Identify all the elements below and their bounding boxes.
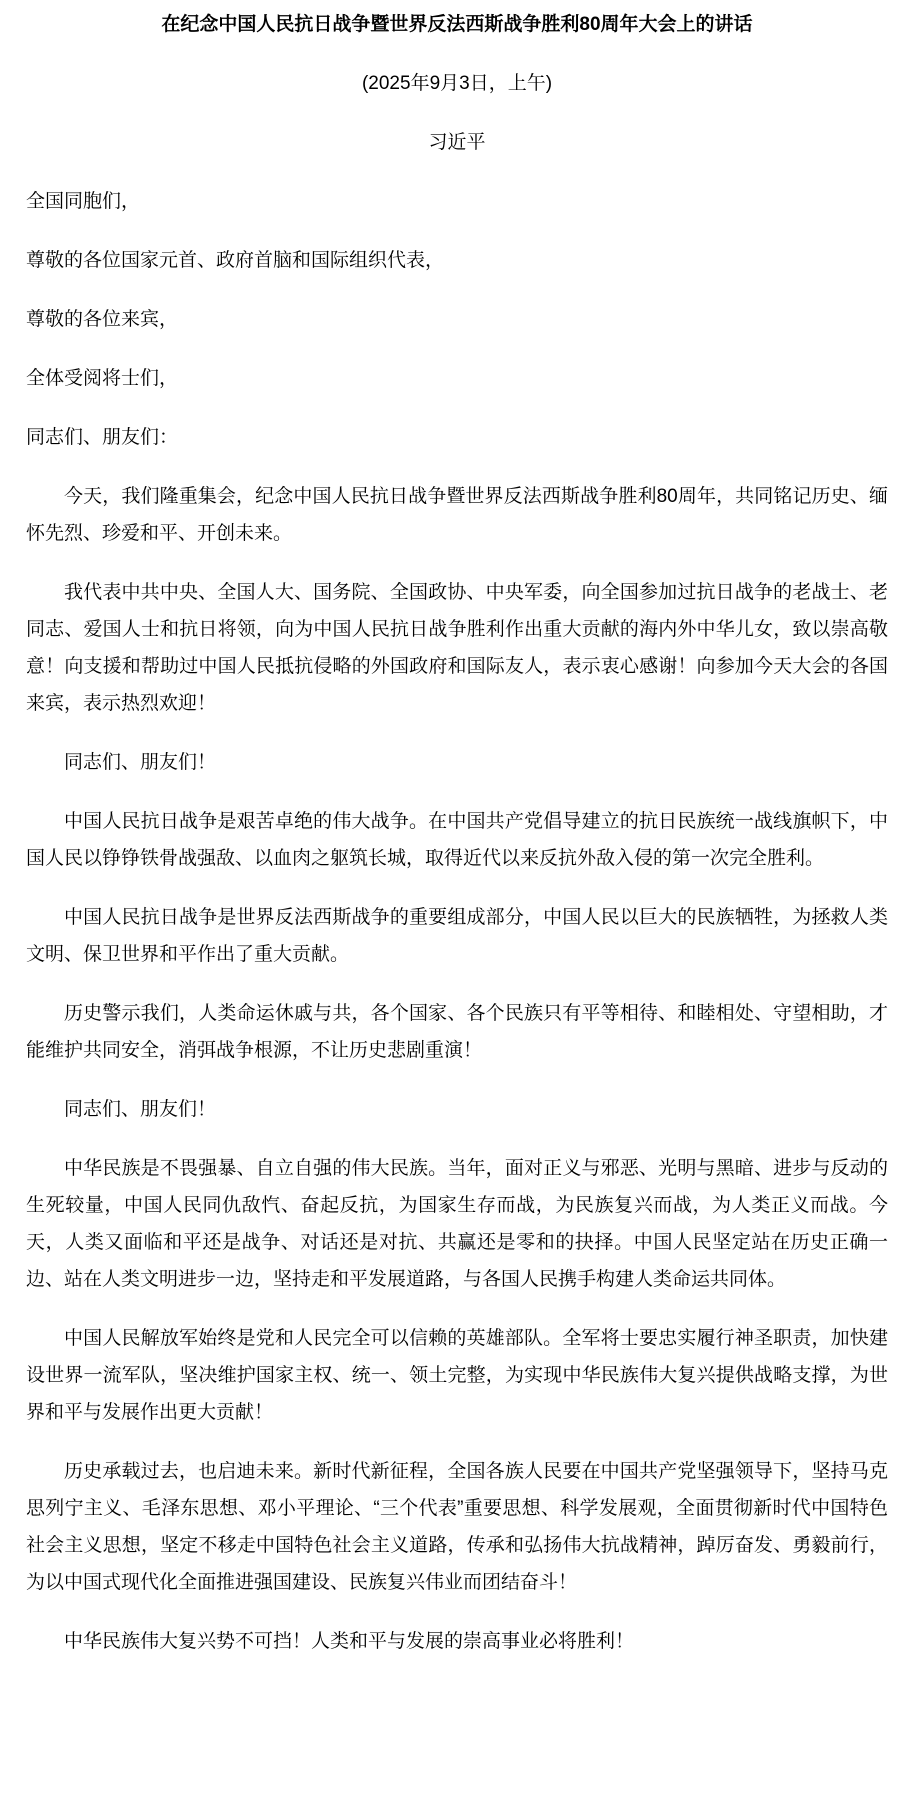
paragraph: 中华民族伟大复兴势不可挡！人类和平与发展的崇高事业必将胜利！ [64,1631,635,1652]
salutation-line: 尊敬的各位国家元首、政府首脑和国际组织代表， [26,250,445,271]
paragraph: 中华民族是不畏强暴、自立自强的伟大民族。当年，面对正义与邪恶、光明与黑暗、进步与反动的生死较量，中国人民同仇敌忾、奋起反抗，为国家生存而战，为民族复兴而战，为人类正义而战。今天，人类又面临和平还是战争、对话还是对抗、共赢还是零和的抉择。中国人民坚定站在历史正确一边、站在人类文明进步一边，坚持走和平发展道路，与各国人民携手构建人类命运共同体。 [26,1158,888,1290]
author-name: 习近平 [428,132,486,153]
paragraph: 中国人民解放军始终是党和人民完全可以信赖的英雄部队。全军将士要忠实履行神圣职责，加快建设世界一流军队，坚决维护国家主权、统一、领土完整，为实现中华民族伟大复兴提供战略支撑，为世界和平与发展作出更大贡献！ [26,1328,888,1423]
paragraph: 同志们、朋友们！ [64,1099,217,1120]
paragraph: 今天，我们隆重集会，纪念中国人民抗日战争暨世界反法西斯战争胜利80周年，共同铭记历史、缅怀先烈、珍爱和平、开创未来。 [26,486,888,544]
paragraph: 中国人民抗日战争是世界反法西斯战争的重要组成部分，中国人民以巨大的民族牺牲，为拯救人类文明、保卫世界和平作出了重大贡献。 [26,907,888,965]
paragraph: 历史警示我们，人类命运休戚与共，各个国家、各个民族只有平等相待、和睦相处、守望相助，才能维护共同安全，消弭战争根源，不让历史悲剧重演！ [26,1003,888,1061]
paragraph: 历史承载过去，也启迪未来。新时代新征程，全国各族人民要在中国共产党坚强领导下，坚持马克思列宁主义、毛泽东思想、邓小平理论、“三个代表”重要思想、科学发展观，全面贯彻新时代中国特色社会主义思想，坚定不移走中国特色社会主义道路，传承和弘扬伟大抗战精神，踔厉奋发、勇毅前行，为以中国式现代化全面推进强国建设、民族复兴伟业而团结奋斗！ [26,1461,888,1593]
page-title: 在纪念中国人民抗日战争暨世界反法西斯战争胜利80周年大会上的讲话 [161,14,753,35]
salutation-line: 全国同胞们， [26,191,141,212]
paragraph: 我代表中共中央、全国人大、国务院、全国政协、中央军委，向全国参加过抗日战争的老战士、老同志、爱国人士和抗日将领，向为中国人民抗日战争胜利作出重大贡献的海内外中华儿女，致以崇高敬意！向支援和帮助过中国人民抵抗侵略的外国政府和国际友人，表示衷心感谢！向参加今天大会的各国来宾，表示热烈欢迎！ [26,582,888,714]
salutation-line: 全体受阅将士们， [26,368,179,389]
paragraph: 同志们、朋友们！ [64,752,217,773]
date-line: (2025年9月3日，上午) [361,73,553,94]
salutation-line: 同志们、朋友们： [26,427,179,448]
salutation-line: 尊敬的各位来宾， [26,309,179,330]
paragraph: 中国人民抗日战争是艰苦卓绝的伟大战争。在中国共产党倡导建立的抗日民族统一战线旗帜下，中国人民以铮铮铁骨战强敌、以血肉之躯筑长城，取得近代以来反抗外敌入侵的第一次完全胜利。 [26,811,888,869]
